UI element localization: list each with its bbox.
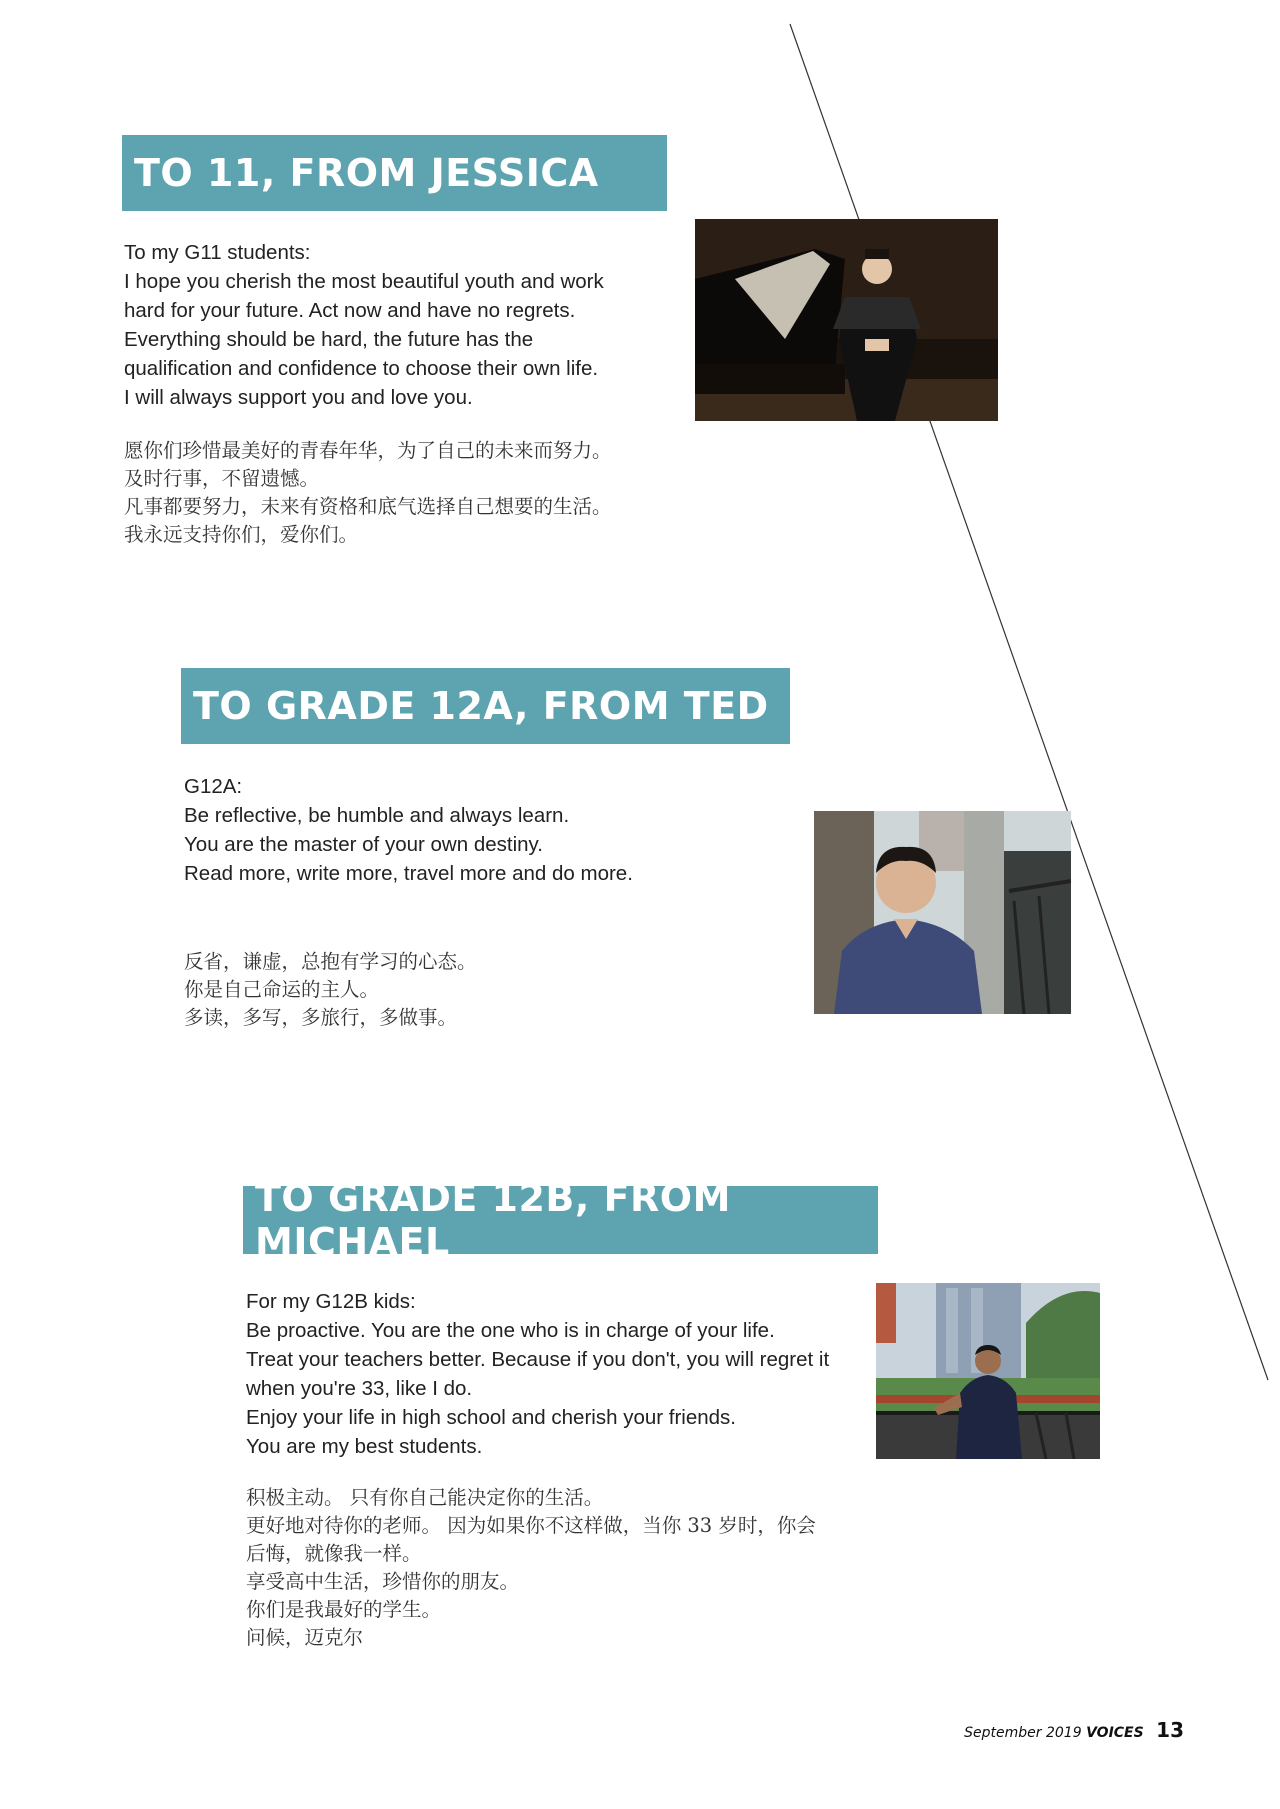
text-line: You are the master of your own destiny. bbox=[184, 833, 543, 856]
message-chinese-jessica bbox=[124, 437, 612, 549]
text-line: 更好地对待你的老师。 因为如果你不这样做，当你 33 岁时，你会 bbox=[246, 1514, 816, 1537]
text-line: hard for your future. Act now and have no regrets. bbox=[124, 299, 576, 322]
magazine-name: VOICES bbox=[1086, 1725, 1144, 1741]
text-line: To my G11 students: bbox=[124, 241, 311, 264]
text-line: G12A: bbox=[184, 775, 243, 798]
section-title-michael: TO GRADE 12B, FROM MICHAEL bbox=[243, 1186, 878, 1254]
text-line: 你是自己命运的主人。 bbox=[184, 978, 380, 1001]
text-line: 后悔，就像我一样。 bbox=[246, 1542, 422, 1565]
page-number: 13 bbox=[1156, 1718, 1184, 1742]
photo-michael bbox=[876, 1283, 1100, 1459]
issue-date: September 2019 bbox=[964, 1725, 1082, 1741]
section-title-ted: TO GRADE 12A, FROM TED bbox=[181, 668, 790, 744]
text-line: 愿你们珍惜最美好的青春年华，为了自己的未来而努力。 bbox=[124, 439, 612, 462]
text-line: Read more, write more, travel more and do more. bbox=[184, 862, 633, 885]
text-line: For my G12B kids: bbox=[246, 1290, 416, 1313]
message-english-ted bbox=[184, 772, 633, 888]
text-line: You are my best students. bbox=[246, 1435, 483, 1458]
text-line: 我永远支持你们，爱你们。 bbox=[124, 523, 359, 546]
text-line: Enjoy your life in high school and cherish your friends. bbox=[246, 1406, 736, 1429]
message-english-michael bbox=[246, 1287, 829, 1461]
text-line: 积极主动。 只有你自己能决定你的生活。 bbox=[246, 1486, 604, 1509]
page-footer bbox=[964, 1718, 1184, 1742]
text-line: 你们是我最好的学生。 bbox=[246, 1598, 442, 1621]
text-line: I will always support you and love you. bbox=[124, 386, 473, 409]
message-chinese-michael bbox=[246, 1484, 816, 1652]
text-line: 反省，谦虚，总抱有学习的心态。 bbox=[184, 950, 477, 973]
photo-jessica-piano bbox=[695, 219, 998, 421]
text-line: 享受高中生活，珍惜你的朋友。 bbox=[246, 1570, 520, 1593]
message-chinese-ted bbox=[184, 948, 477, 1032]
section-title-jessica: TO 11, FROM JESSICA bbox=[122, 135, 667, 211]
text-line: 及时行事，不留遗憾。 bbox=[124, 467, 320, 490]
text-line: Treat your teachers better. Because if you don't, you will regret it bbox=[246, 1348, 830, 1371]
message-english-jessica bbox=[124, 238, 604, 412]
text-line: when you're 33, like I do. bbox=[246, 1377, 473, 1400]
photo-ted bbox=[814, 811, 1071, 1014]
text-line: Be proactive. You are the one who is in charge of your life. bbox=[246, 1319, 775, 1342]
text-line: I hope you cherish the most beautiful youth and work bbox=[124, 270, 604, 293]
text-line: 凡事都要努力，未来有资格和底气选择自己想要的生活。 bbox=[124, 495, 612, 518]
text-line: 多读，多写，多旅行，多做事。 bbox=[184, 1006, 458, 1029]
text-line: Everything should be hard, the future has the bbox=[124, 328, 534, 351]
text-line: Be reflective, be humble and always learn. bbox=[184, 804, 570, 827]
text-line: qualification and confidence to choose their own life. bbox=[124, 357, 599, 380]
text-line: 问候，迈克尔 bbox=[246, 1626, 364, 1649]
